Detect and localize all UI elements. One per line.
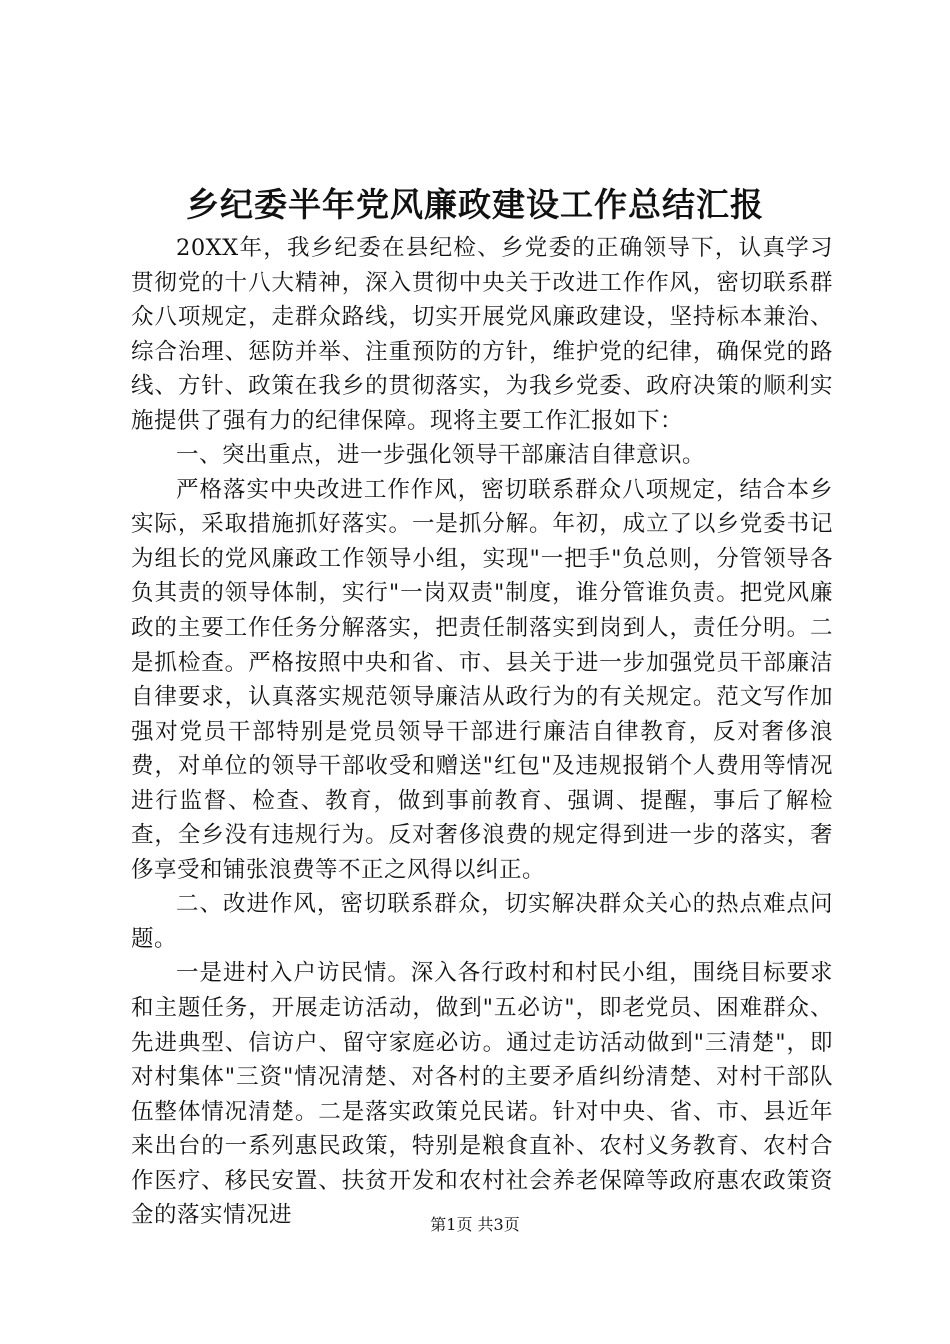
document-body <box>131 231 833 1233</box>
paragraph-section-1-heading: 一、突出重点，进一步强化领导干部廉洁自律意识。 <box>176 442 706 469</box>
page-number: 第1页 共3页 <box>430 1215 520 1234</box>
paragraph-section-1-body: 严格落实中央改进工作作风，密切联系群众八项规定，结合本乡实际，采取措施抓好落实。一是抓分解。年初，成立了以乡党委书记为组长的党风廉政工作领导小组，实现"一把手"负总则，分管领导各负其责的领导体制，实行"一岗双责"制度，谁分管谁负责。把党风廉政的主要工作任务分解落实，把责任制落实到岗到人，责任分明。二是抓检查。严格按照中央和省、市、县关于进一步加强党员干部廉洁自律要求，认真落实规范领导廉洁从政行为的有关规定。范文写作加强对党员干部特别是党员领导干部进行廉洁自律教育，反对奢侈浪费，对单位的领导干部收受和赠送"红包"及违规报销个人费用等情况进行监督、检查、教育，做到事前教育、强调、提醒，事后了解检查，全乡没有违规行为。反对奢侈浪费的规定得到进一步的落实，奢侈享受和铺张浪费等不正之风得以纠正。 <box>131 476 833 883</box>
paragraph-intro: 20XX年，我乡纪委在县纪检、乡党委的正确领导下，认真学习贯彻党的十八大精神，深入贯彻中央关于改进工作作风，密切联系群众八项规定，走群众路线，切实开展党风廉政建设，坚持标本兼治、综合治理、惩防并举、注重预防的方针，维护党的纪律，确保党的路线、方针、政策在我乡的贯彻落实，为我乡党委、政府决策的顺利实施提供了强有力的纪律保障。现将主要工作汇报如下： <box>131 235 833 434</box>
paragraph-section-2-body: 一是进村入户访民情。深入各行政村和村民小组，围绕目标要求和主题任务，开展走访活动，做到"五必访"，即老党员、困难群众、先进典型、信访户、留守家庭必访。通过走访活动做到"三清楚"，即对村集体"三资"情况清楚、对各村的主要矛盾纠纷清楚、对村干部队伍整体情况清楚。二是落实政策兑民诺。针对中央、省、市、县近年来出台的一系列惠民政策，特别是粮食直补、农村义务教育、农村合作医疗、移民安置、扶贫开发和农村社会养老保障等政府惠农政策资金的落实情况进 <box>131 960 833 1229</box>
paragraph-section-2-heading: 二、改进作风，密切联系群众，切实解决群众关心的热点难点问题。 <box>131 891 833 952</box>
document-title: 乡纪委半年党风廉政建设工作总结汇报 <box>186 185 764 224</box>
